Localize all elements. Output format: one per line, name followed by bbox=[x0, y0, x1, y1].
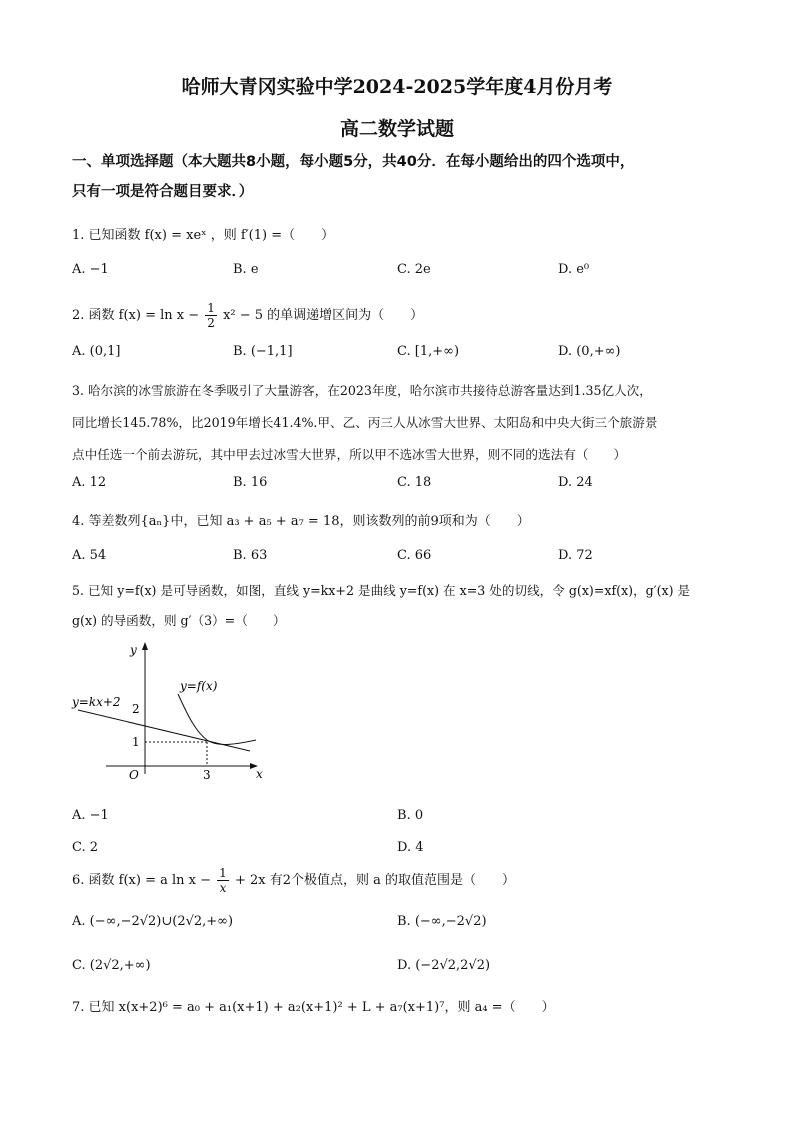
origin-label: O bbox=[129, 768, 139, 782]
q2-option-a: A. (0,1] bbox=[72, 344, 121, 359]
exam-subtitle: 高二数学试题 bbox=[339, 118, 454, 140]
q2-fraction bbox=[205, 301, 217, 330]
q1-option-b: B. e bbox=[233, 262, 259, 277]
q5-option-a: A. −1 bbox=[72, 808, 109, 823]
x-tick-3: 3 bbox=[203, 768, 211, 782]
q5-option-b: B. 0 bbox=[397, 808, 424, 823]
question-5-line2: g(x) 的导函数，则 g′（3）=（ ） bbox=[72, 613, 286, 628]
q4-option-b: B. 63 bbox=[233, 548, 268, 563]
question-3-line2: 同比增长145.78%，比2019年增长41.4%.甲、乙、丙三人从冰雪大世界、太阳岛和中央大街三个旅游景 bbox=[72, 415, 658, 430]
question-1-stem: 1. 已知函数 f(x) = xeˣ ，则 f′(1) =（ ） bbox=[72, 228, 335, 243]
q6-frac-num: 1 bbox=[219, 866, 227, 880]
q2-stem-b: x² − 5 的单调递增区间为（ ） bbox=[223, 308, 424, 323]
q6-stem-b: + 2x 有2个极值点，则 a 的取值范围是（ ） bbox=[234, 873, 515, 888]
question-5-line1: 5. 已知 y=f(x) 是可导函数，如图，直线 y=kx+2 是曲线 y=f(x) 在 x=3 处的切线，令 g(x)=xf(x)，g′(x) 是 bbox=[72, 583, 691, 598]
q5-option-d: D. 4 bbox=[397, 840, 424, 855]
q6-stem-a: 6. 函数 f(x) = a ln x − bbox=[72, 873, 212, 888]
q2-option-b: B. (−1,1] bbox=[233, 344, 293, 359]
question-4-stem: 4. 等差数列{aₙ}中，已知 a₃ + a₅ + a₇ = 18，则该数列的前9项和为（ ） bbox=[72, 514, 530, 529]
question-3-line1: 3. 哈尔滨的冰雪旅游在冬季吸引了大量游客，在2023年度，哈尔滨市共接待总游客量达到1.35亿人次， bbox=[72, 383, 652, 398]
q6-option-a: A. (−∞,−2√2)∪(2√2,+∞) bbox=[72, 914, 234, 929]
section-heading-line1: 一、单项选择题（本大题共8小题，每小题5分，共40分．在每小题给出的四个选项中， bbox=[72, 154, 635, 170]
q3-option-b: B. 16 bbox=[233, 475, 268, 490]
q2-option-d: D. (0,+∞) bbox=[558, 344, 621, 359]
q1-option-c: C. 2e bbox=[397, 262, 431, 277]
q3-option-c: C. 18 bbox=[397, 475, 432, 490]
y-tick-2: 2 bbox=[132, 702, 140, 716]
q4-option-c: C. 66 bbox=[397, 548, 432, 563]
q6-option-c: C. (2√2,+∞) bbox=[72, 958, 151, 973]
q3-option-a: A. 12 bbox=[72, 475, 107, 490]
q6-frac-den: x bbox=[219, 881, 227, 895]
q6-option-b: B. (−∞,−2√2) bbox=[397, 914, 487, 929]
q2-option-c: C. [1,+∞) bbox=[397, 344, 460, 359]
q6-fraction bbox=[217, 866, 229, 895]
y-axis-label: y bbox=[130, 643, 137, 657]
q3-option-d: D. 24 bbox=[558, 475, 593, 490]
exam-title: 哈师大青冈实验中学2024-2025学年度4月份月考 bbox=[181, 76, 613, 98]
q1-option-d: D. e⁰ bbox=[558, 262, 590, 277]
y-axis-arrow bbox=[142, 642, 148, 650]
question-2-stem bbox=[72, 301, 423, 330]
q2-stem-a: 2. 函数 f(x) = ln x − bbox=[72, 308, 200, 323]
question-3-line3: 点中任选一个前去游玩，其中甲去过冰雪大世界，所以甲不选冰雪大世界，则不同的选法有（ ） bbox=[72, 447, 627, 462]
curve-label: y=f(x) bbox=[180, 679, 218, 693]
q2-frac-den: 2 bbox=[207, 316, 215, 330]
q5-graph bbox=[60, 636, 280, 786]
section-heading-line2: 只有一项是符合题目要求．） bbox=[72, 184, 254, 200]
q5-option-c: C. 2 bbox=[72, 840, 99, 855]
q1-option-a: A. −1 bbox=[72, 262, 109, 277]
q6-option-d: D. (−2√2,2√2) bbox=[397, 958, 491, 973]
q4-option-d: D. 72 bbox=[558, 548, 593, 563]
question-6-stem bbox=[72, 866, 515, 895]
q4-option-a: A. 54 bbox=[72, 548, 107, 563]
question-7-stem: 7. 已知 x(x+2)⁶ = a₀ + a₁(x+1) + a₂(x+1)² + L + a₇(x+1)⁷，则 a₄ =（ ） bbox=[72, 1000, 555, 1015]
y-tick-1: 1 bbox=[132, 735, 140, 749]
x-axis-label: x bbox=[256, 767, 263, 781]
q2-frac-num: 1 bbox=[207, 301, 215, 315]
line-label: y=kx+2 bbox=[72, 695, 121, 709]
